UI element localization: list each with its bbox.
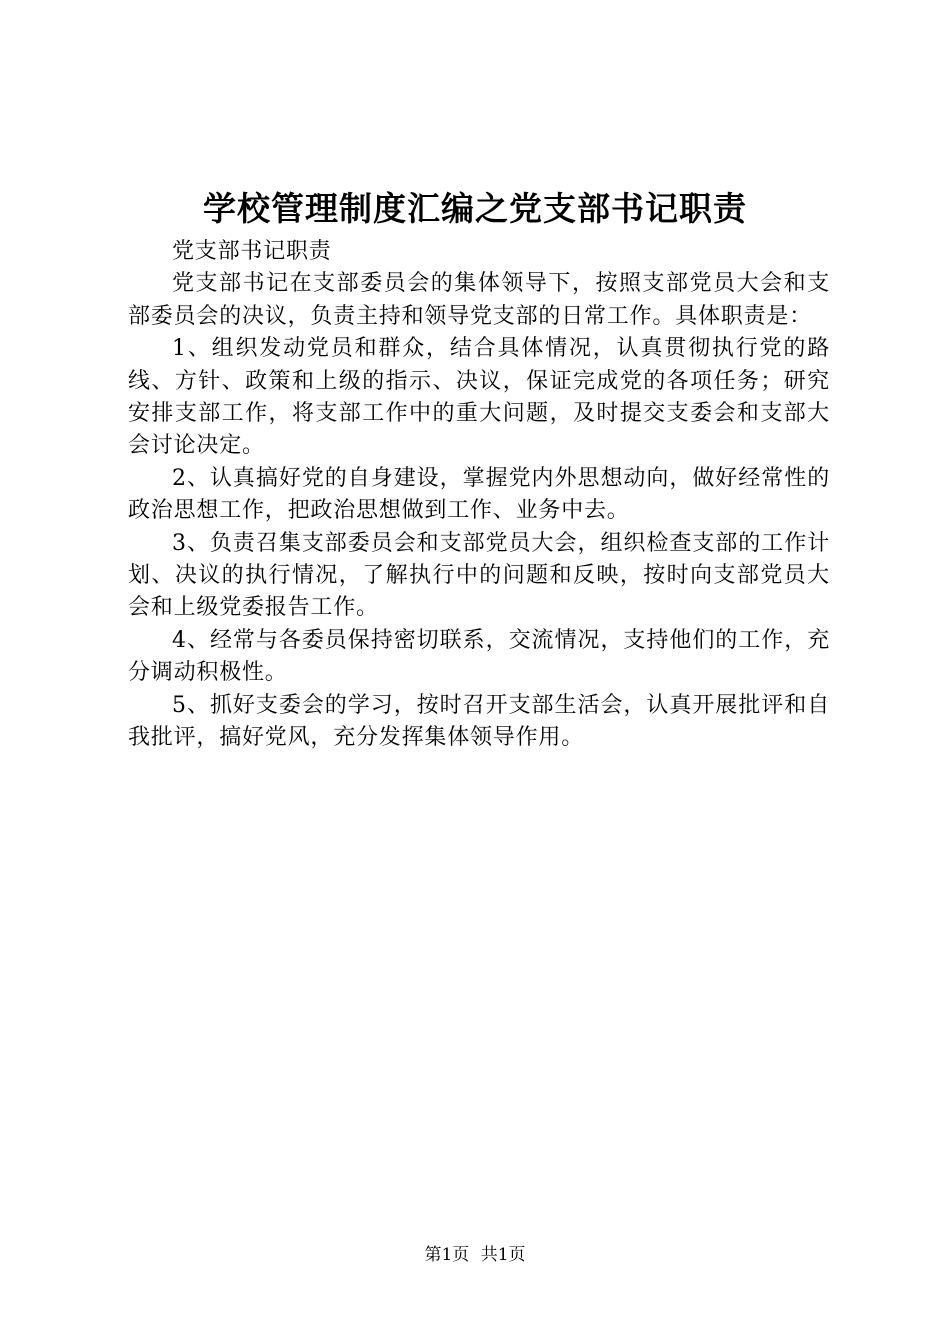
page-number: 第1页	[424, 1245, 470, 1265]
duty-item-5: 5、抓好支委会的学习，按时召开支部生活会，认真开展批评和自我批评，搞好党风，充分发挥集体领导作用。	[128, 692, 830, 751]
duty-item-2: 2、认真搞好党的自身建设，掌握党内外思想动向，做好经常性的政治思想工作，把政治思想做到工作、业务中去。	[128, 465, 830, 524]
duty-item-4: 4、经常与各委员保持密切联系，交流情况，支持他们的工作，充分调动积极性。	[128, 627, 830, 686]
intro-paragraph: 党支部书记在支部委员会的集体领导下，按照支部党员大会和支部委员会的决议，负责主持和领导党支部的日常工作。具体职责是：	[128, 271, 830, 329]
page-footer	[0, 1243, 950, 1267]
duty-item-1: 1、组织发动党员和群众，结合具体情况，认真贯彻执行党的路线、方针、政策和上级的指示、决议，保证完成党的各项任务；研究安排支部工作，将支部工作中的重大问题，及时提交支委会和支部大会讨论决定。	[128, 336, 830, 459]
section-heading: 党支部书记职责	[172, 239, 332, 264]
document-body	[128, 236, 830, 755]
page-total: 共1页	[480, 1245, 526, 1265]
duty-item-3: 3、负责召集支部委员会和支部党员大会，组织检查支部的工作计划、决议的执行情况，了解执行中的问题和反映，按时向支部党员大会和上级党委报告工作。	[128, 530, 830, 621]
document-title: 学校管理制度汇编之党支部书记职责	[203, 189, 747, 228]
